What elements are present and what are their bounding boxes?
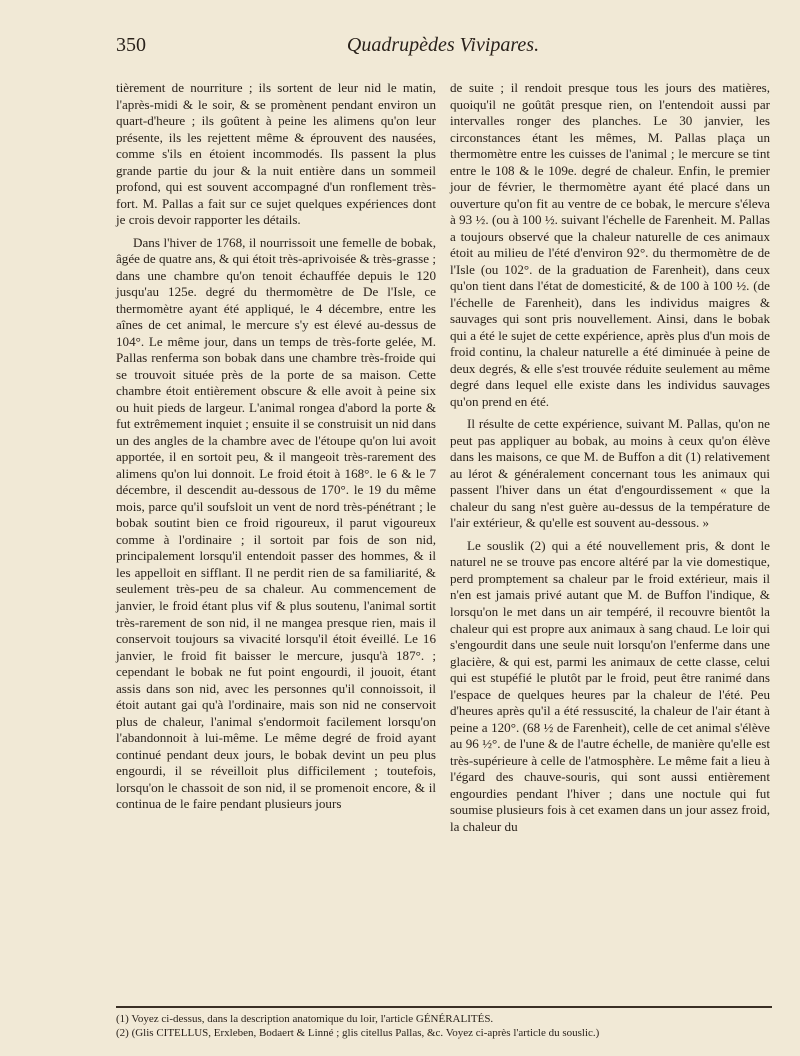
right-column: [450, 80, 770, 835]
paragraph: de suite ; il rendoit presque tous les jours des matières, quoiqu'il ne goûtât presque rien, on l'entendoit aussi par intervalles ronger des planches. Le 30 janvier, les circonstances étant les mêmes, M. Pallas plaça un thermomètre entre les cuisses de l'animal ; le mercure se tint entre le 108 & le 109e. degré de chaleur. Enfin, le premier jour de février, le thermomètre ayant été placé dans un ouverture qu'on fit au ventre de ce bobak, le mercure s'éleva à 93 ½. (ou à 100 ½. suivant l'échelle de Farenheit. M. Pallas a toujours observé que la chaleur naturelle de ces animaux étoit au milieu de l'été d'environ 92°. du thermomètre de de l'Isle (ou 102°. de la graduation de Farenheit), dans ceux qu'on tient dans l'état de domesticité, & de 100 à 100 ½. (de l'échelle de Farenheit), dans les individus maigres & sauvages qui sont pris nouvellement. Ainsi, dans le bobak qui a été le sujet de cette expérience, après plus d'un mois de froid continu, la chaleur naturelle a été diminuée à peine de deux degrés, & elle s'est trouvée réduite seulement au même degré dans lequel elle existe dans les individus sauvages qu'on prend en été.: [450, 80, 770, 409]
paragraph: Dans l'hiver de 1768, il nourrissoit une femelle de bobak, âgée de quatre ans, & qui étoit très-aprivoisée & très-grasse ; dans une chambre qu'on tenoit échauffée depuis le 120 jusqu'au 125e. degré du thermomètre de De l'Isle, ce thermomètre ayant été appliqué, le 4 décembre, entre les aînes de cet animal, le mercure s'y est élevé au-dessus de 104°. Le même jour, dans un temps de très-forte gelée, M. Pallas renferma son bobak dans une chambre très-froide qui se trouvoit située près de la porte de sa maison. Cette chambre étoit entièrement obscure & elle avoit à peine six ou huit pieds de largeur. L'animal rongea d'abord la porte & fut extrêmement inquiet ; ensuite il se construisit un nid dans un des angles de la chambre avec de l'étoupe qu'on lui avoit apportée, il en sortoit peu, & il mangeoit très-rarement des alimens qu'on lui donnoit. Le froid étoit à 168°. le 6 & le 7 décembre, il descendit au-dessous de 170°. le 19 du même mois, parce qu'il soufsloit un vent de nord très-pénétrant ; le bobak soutint bien ce froid rigoureux, il parut vigoureux comme à l'ordinaire ; il sortoit par fois de son nid, principalement lorsqu'il entendoit passer des hommes, & il les appelloit en sifflant. Il ne perdit rien de sa familiarité, & seulement très-peu de sa chaleur. Au commencement de janvier, le froid étant plus vif & plus soutenu, l'animal sortit très-rarement de son nid, il ne mangea presque rien, mais il conservoit toujours sa vivacité lorsqu'il étoit éveillé. Le 16 janvier, le froid fit baisser le mercure, jusqu'à 187°. ; cependant le bobak ne fut point engourdi, il jouoit, étant assis dans son nid, avec les personnes qu'il connoissoit, il étoit autant gai qu'à l'ordinaire, mais son nid ne conservoit plus de chaleur, l'animal s'endormoit facilement lorsqu'on l'abandonnoit à lui-même. Le même degré de froid ayant continué pendant deux jours, le bobak devint un peu plus engourdi, il se réveilloit plus difficilement ; toutefois, lorsqu'on le chassoit de son nid, il se promenoit encore, & il continua de le faire pendant plusieurs jours: [116, 234, 436, 812]
paragraph: Le souslik (2) qui a été nouvellement pris, & dont le naturel ne se trouve pas encore altéré par la vie domestique, perd promptement sa chaleur par le froid extérieur, mais il n'en est jamais privé autant que M. de Buffon l'indique, & lorsqu'on le met dans un air tempéré, il recouvre bientôt la chaleur qui est propre aux animaux à sang chaud. Le loir qui s'engourdit dans une seule nuit lorsqu'on l'enferme dans une glacière, & qui est, parmi les animaux de cette classe, celui qui est stupéfié le plutôt par le froid, peut être ranimé dans l'espace de quelques heures par la chaleur de l'été. Peu d'heures après qu'il a été ressuscité, la chaleur de l'air étant à peine a 120°. (68 ½ de Farenheit), celle de cet animal s'élève au 96 ½°. de l'une & de l'autre échelle, de manière qu'elle est très-supérieure à celle de l'atmosphère. Le même fait a lieu à l'égard des chauve-souris, qui sont aussi entièrement engourdies pendant l'hiver ; dans une noctule qui fut soumise plusieurs fois à cet examen dans un jour assez froid, la chaleur du: [450, 537, 770, 834]
page-header: [116, 34, 770, 70]
left-column: [116, 80, 436, 813]
footnotes: [116, 1012, 772, 1040]
footnote-2: (2) (Glis CITELLUS, Erxleben, Bodaert & Linné ; glis citellus Pallas, &c. Voyez ci-après l'article du souslic.): [116, 1027, 600, 1039]
running-title: Quadrupèdes Vivipares.: [346, 34, 540, 56]
page-number: 350: [116, 34, 146, 56]
paragraph: tièrement de nourriture ; ils sortent de leur nid le matin, l'après-midi & le soir, & se promènent pendant environ un quart-d'heure ; ils goûtent à peine les alimens qu'on leur présente, ils les rejettent même & éprouvent des nausées, comme s'ils en étoient incommodés. Ils passent la plus grande partie du jour & la nuit entière dans un sommeil profond, qui est souvent accompagné d'un ronflement très-fort. M. Pallas a fait sur ce sujet quelques expériences dont je crois devoir rapporter les détails.: [116, 80, 436, 228]
footnote-1: (1) Voyez ci-dessus, dans la description anatomique du loir, l'article GÉNÉRALITÉS.: [116, 1013, 494, 1025]
footnote-rule: [116, 1006, 772, 1008]
paragraph: Il résulte de cette expérience, suivant M. Pallas, qu'on ne peut pas appliquer au bobak, au moins à ceux qu'on élève dans les maisons, ce que M. de Buffon a dit (1) relativement au lérot & généralement concernant tous les animaux qui passent l'hiver dans un état d'engourdissement « que la chaleur du sang n'est guère au-dessus de la température de l'air extérieur, & qu'elle est souvent au-dessous. »: [450, 416, 770, 531]
